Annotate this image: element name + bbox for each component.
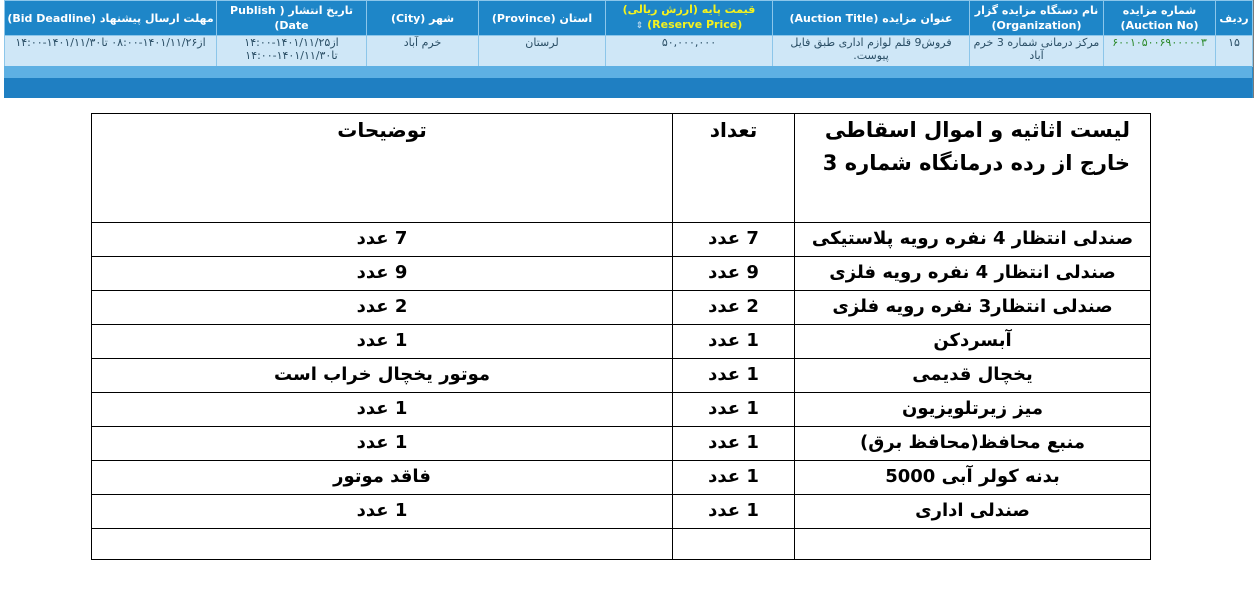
cell-auction-title[interactable]: فروش9 قلم لوازم اداری طبق فایل پیوست. (773, 36, 970, 67)
quantity-header: تعداد (673, 114, 795, 223)
cell-publish-date: از۱۴۰۱/۱۱/۲۵-۱۴:۰۰ تا۱۴۰۱/۱۱/۳۰-۱۴:۰۰ (217, 36, 367, 67)
item-description: موتور یخچال خراب است (92, 359, 673, 393)
horizontal-scrollbar[interactable] (4, 66, 1252, 78)
item-row (92, 257, 1151, 291)
item-name: صندلی اداری (795, 495, 1151, 529)
item-name: صندلی انتظار 4 نفره رویه پلاستیکی (795, 223, 1151, 257)
item-name: صندلی انتظار 4 نفره رویه فلزی (795, 257, 1151, 291)
scrap-items-table (91, 113, 1151, 560)
item-description: 1 عدد (92, 325, 673, 359)
item-row (92, 359, 1151, 393)
cell-row-no: ۱۵ (1216, 36, 1253, 67)
column-header-publish-date[interactable]: تاریخ انتشار ( Publish Date) (217, 1, 367, 36)
item-name: میز زیرتلویزیون (795, 393, 1151, 427)
item-quantity: 1 عدد (673, 325, 795, 359)
cell-city: خرم آباد (367, 36, 479, 67)
item-quantity (673, 529, 795, 560)
item-quantity: 1 عدد (673, 393, 795, 427)
column-header-province[interactable]: استان (Province) (479, 1, 606, 36)
column-header-city[interactable]: شهر (City) (367, 1, 479, 36)
item-description: فاقد موتور (92, 461, 673, 495)
item-description: 1 عدد (92, 427, 673, 461)
item-name: صندلی انتظار3 نفره رویه فلزی (795, 291, 1151, 325)
item-description: 7 عدد (92, 223, 673, 257)
item-description: 1 عدد (92, 393, 673, 427)
item-name: منبع محافظ(محافظ برق) (795, 427, 1151, 461)
sort-icon[interactable]: ⇕ (635, 21, 644, 31)
item-row (92, 223, 1151, 257)
auction-row[interactable] (5, 36, 1253, 67)
column-header-auction-no[interactable]: شماره مزایده (Auction No) (1104, 1, 1216, 36)
items-header-row (92, 114, 1151, 223)
item-quantity: 2 عدد (673, 291, 795, 325)
reserve-price-label: قیمت پایه (ارزش ریالی) (Reserve Price) (622, 3, 756, 31)
item-row (92, 495, 1151, 529)
column-header-auction-title[interactable]: عنوان مزایده (Auction Title) (773, 1, 970, 36)
cell-auction-no[interactable]: ۶۰۰۱۰۵۰۰۶۹۰۰۰۰۰۳ (1104, 36, 1216, 67)
item-name: آبسردکن (795, 325, 1151, 359)
column-header-reserve-price[interactable] (606, 1, 773, 36)
item-quantity: 1 عدد (673, 427, 795, 461)
cell-reserve-price: ۵۰,۰۰۰,۰۰۰ (606, 36, 773, 67)
item-description: 9 عدد (92, 257, 673, 291)
item-quantity: 1 عدد (673, 359, 795, 393)
item-row (92, 325, 1151, 359)
item-row (92, 461, 1151, 495)
auction-strip-footer (4, 78, 1252, 98)
cell-organization: مرکز درمانی شماره 3 خرم آباد (970, 36, 1104, 67)
item-row-empty (92, 529, 1151, 560)
item-description: 2 عدد (92, 291, 673, 325)
item-name: بدنه کولر آبی 5000 (795, 461, 1151, 495)
item-row (92, 427, 1151, 461)
item-quantity: 1 عدد (673, 495, 795, 529)
item-name: یخچال قدیمی (795, 359, 1151, 393)
column-header-bid-deadline[interactable]: مهلت ارسال پیشنهاد (Bid Deadline) (5, 1, 217, 36)
item-quantity: 9 عدد (673, 257, 795, 291)
column-header-organization[interactable]: نام دستگاه مزایده گزار (Organization) (970, 1, 1104, 36)
list-title-header: لیست اثاثیه و اموال اسقاطی خارج از رده درمانگاه شماره 3 (795, 114, 1151, 223)
item-quantity: 1 عدد (673, 461, 795, 495)
item-description: 1 عدد (92, 495, 673, 529)
auction-results-table (4, 0, 1253, 67)
item-quantity: 7 عدد (673, 223, 795, 257)
item-row (92, 393, 1151, 427)
item-row (92, 291, 1151, 325)
item-description (92, 529, 673, 560)
description-header: توضیحات (92, 114, 673, 223)
cell-province: لرستان (479, 36, 606, 67)
cell-bid-deadline: از۱۴۰۱/۱۱/۲۶-۰۸:۰۰ تا۱۴۰۱/۱۱/۳۰-۱۴:۰۰ (5, 36, 217, 67)
auction-header-row (5, 1, 1253, 36)
auction-listing-strip (0, 0, 1259, 100)
item-name (795, 529, 1151, 560)
column-header-row-no[interactable]: ردیف (1216, 1, 1253, 36)
